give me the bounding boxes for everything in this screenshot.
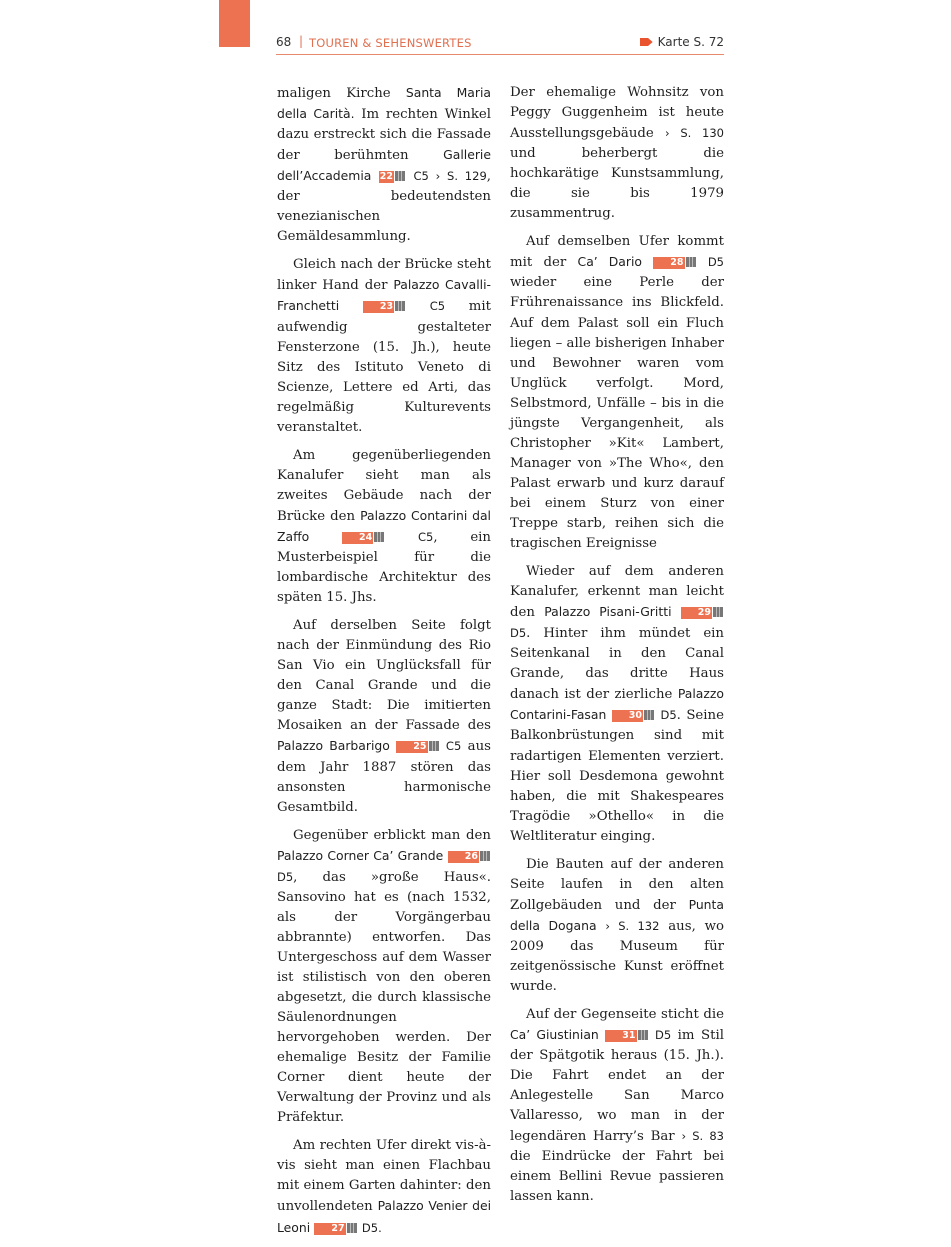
map-icon xyxy=(347,1223,357,1233)
landmark-number-badge: 25 xyxy=(396,741,427,753)
landmark-name: Ca’ Giustinian xyxy=(510,1027,599,1043)
map-grid-reference: › S. 130 xyxy=(665,126,724,141)
map-grid-reference: D5 xyxy=(655,1028,672,1043)
landmark-name: Gallerie dell’Accademia xyxy=(277,147,491,184)
paragraph xyxy=(277,1136,491,1238)
paragraph xyxy=(277,616,491,817)
paragraph xyxy=(510,83,724,224)
landmark-name: Palazzo Pisani-Gritti xyxy=(544,604,672,620)
text-run xyxy=(406,299,430,314)
text-run: aus, wo 2009 das Museum für zeitgenössische Kunst eröffnet wurde. xyxy=(510,918,725,995)
landmark-number-badge: 29 xyxy=(681,607,712,619)
page-number: 68 xyxy=(276,35,292,49)
text-run: , das »große Haus«. Sansovino hat es (nach 1532, als der Vorgängerbau abbrannte) entworfen. Das Untergeschoss auf dem Wasser ist stilistisch von den oberen abgesetzt, die durch klassische Säulenordnungen hervorgehoben werden. Der ehemalige Besitz der Familie Corner dient heute der Verwaltung der Provinz und als Präfektur. xyxy=(277,869,491,1126)
landmark-name: Santa Maria della Carità. xyxy=(277,85,491,122)
text-run xyxy=(371,169,378,184)
text-run: mit aufwendig gestalteter Fensterzone (15. Jh.), heute Sitz des Istituto Veneto di Scienze, Lettere ed Arti, das regelmäßig Kulturevents veranstaltet. xyxy=(277,299,491,435)
landmark-number-badge: 31 xyxy=(605,1030,636,1042)
text-run: , der bedeutendsten venezianischen Gemäldesammlung. xyxy=(277,169,491,245)
text-run: Auf der Gegenseite sticht die xyxy=(526,1007,724,1023)
text-run: maligen Kirche xyxy=(277,86,406,101)
landmark-number-badge: 30 xyxy=(612,710,643,722)
paragraph xyxy=(277,826,491,1129)
paragraph xyxy=(277,446,491,608)
map-grid-reference: D5 xyxy=(660,708,677,723)
landmark-number-badge: 23 xyxy=(363,301,394,313)
map-grid-reference: C5 › S. 129 xyxy=(413,169,487,184)
map-grid-reference: C5 xyxy=(445,739,462,754)
header-separator: | xyxy=(299,34,304,48)
text-run: und beherbergt die hochkarätige Kunstsammlung, die sie bis 1979 zusammentrug. xyxy=(510,146,724,222)
text-run: aus dem Jahr 1887 stören das ansonsten harmonische Gesamtbild. xyxy=(277,739,491,815)
text-run: Die Bauten auf der anderen Seite laufen in den alten Zollgebäuden und der xyxy=(510,856,724,913)
map-icon xyxy=(374,532,384,542)
map-icon xyxy=(638,1030,648,1040)
paragraph xyxy=(277,255,491,437)
map-icon xyxy=(713,607,723,617)
landmark-number-badge: 27 xyxy=(314,1223,345,1235)
landmark-number-badge: 22 xyxy=(379,171,394,183)
map-icon xyxy=(429,741,439,751)
landmark-number-badge: 24 xyxy=(342,532,373,544)
landmark-name: Palazzo Contarini dal Zaffo xyxy=(277,507,491,544)
text-run: , ein Musterbeispiel für die lombardische Architektur des späten 15. Jhs. xyxy=(277,529,491,606)
map-reference-label: Karte S. 72 xyxy=(657,35,724,49)
map-icon xyxy=(395,301,405,311)
map-grid-reference: › S. 132 xyxy=(605,918,660,933)
text-column-left xyxy=(277,83,491,1247)
text-run: wieder eine Perle der Frührenaissance ins Blickfeld. Auf dem Palast soll ein Fluch liegen – alle bisherigen Inhaber und Bewohner waren vom Unglück verfolgt. Mord, Selbstmord, Unfälle – bis in die jüngste Vergangenheit, als Christopher »Kit« Lambert, Manager von »The Who«, den Palast erwarb und kurz darauf bei einem Sturz von einer Treppe starb, reihen sich die tragischen Ereignisse xyxy=(510,275,724,552)
text-run: Gegenüber erblickt man den xyxy=(293,827,491,843)
section-title: TOUREN & SEHENSWERTES xyxy=(309,36,472,50)
map-grid-reference: C5 xyxy=(429,299,446,314)
map-grid-reference: D5 xyxy=(510,626,527,641)
paragraph xyxy=(510,1005,724,1207)
paragraph xyxy=(277,83,491,247)
landmark-name: Palazzo Contarini-Fasan xyxy=(510,686,724,723)
landmark-name: Ca’ Dario xyxy=(577,254,642,270)
landmark-name: Punta della Dogana xyxy=(510,896,724,933)
map-icon xyxy=(686,257,696,267)
text-run xyxy=(339,299,363,314)
text-column-right xyxy=(510,83,724,1216)
text-run xyxy=(385,530,418,545)
text-run: Auf derselben Seite folgt nach der Einmündung des Rio San Vio ein Unglücksfall für den Canal Grande und die ganze Stadt: Die imitierten Mosaiken an der Fassade des xyxy=(277,618,491,734)
text-run xyxy=(642,255,653,270)
text-run: Im rechten Winkel dazu erstreckt sich die Fassade der berühmten xyxy=(277,107,491,164)
text-run: Gleich nach der Brücke steht linker Hand der xyxy=(277,257,491,294)
running-header xyxy=(276,34,724,55)
map-grid-reference: D5. xyxy=(361,1220,382,1235)
text-run: . Hinter ihm mündet ein Seitenkanal in den Canal Grande, das dritte Haus danach ist der zierliche xyxy=(510,626,724,703)
text-run: Der ehemalige Wohnsitz von Peggy Guggenheim ist heute Ausstellungsgebäude xyxy=(510,85,724,142)
text-run: die Eindrücke der Fahrt bei einem Bellini Revue passieren lassen kann. xyxy=(510,1149,724,1205)
map-icon xyxy=(395,171,405,181)
text-run: Am gegenüberliegenden Kanalufer sieht man als zweites Gebäude nach der Brücke den xyxy=(277,447,491,524)
landmark-number-badge: 28 xyxy=(653,257,684,269)
landmark-name: Palazzo Venier dei Leoni xyxy=(277,1198,492,1235)
map-grid-reference: D5 xyxy=(277,869,294,884)
text-run xyxy=(697,255,708,270)
text-run: Wieder auf dem anderen Kanalufer, erkennt man leicht den xyxy=(510,564,724,621)
chapter-tab xyxy=(219,0,250,47)
map-icon xyxy=(644,710,654,720)
paragraph xyxy=(510,562,724,847)
text-run: im Stil der Spätgotik heraus (15. Jh.). Die Fahrt endet an der Anlegestelle San Marco Vallaresso, wo man in der legendären Harry’s Bar xyxy=(510,1028,724,1145)
landmark-number-badge: 26 xyxy=(448,851,479,863)
landmark-name: Palazzo Barbarigo xyxy=(277,738,390,754)
paragraph xyxy=(510,232,724,554)
landmark-name: Palazzo Cavalli-Franchetti xyxy=(277,277,491,314)
map-grid-reference: › S. 83 xyxy=(681,1129,724,1144)
text-run xyxy=(672,605,681,620)
arrow-right-icon xyxy=(640,38,653,46)
text-run: . Seine Balkonbrüstungen sind mit radartigen Elementen verziert. Hier soll Desdemona gewohnt haben, die mit Shakespeares Tragödie »Othello« in die Weltliteratur einging. xyxy=(510,708,724,844)
map-grid-reference: C5 xyxy=(417,529,434,544)
paragraph xyxy=(510,855,724,997)
text-run: Auf demselben Ufer kommt mit der xyxy=(510,234,724,271)
landmark-name: Palazzo Corner Ca’ Grande xyxy=(277,847,444,863)
text-run xyxy=(309,530,342,545)
map-reference xyxy=(640,35,724,49)
map-icon xyxy=(480,851,490,861)
map-grid-reference: D5 xyxy=(707,255,724,270)
text-run: Am rechten Ufer direkt vis-à-vis sieht man einen Flachbau mit einem Garten dahinter: den unvollendeten xyxy=(277,1138,491,1215)
